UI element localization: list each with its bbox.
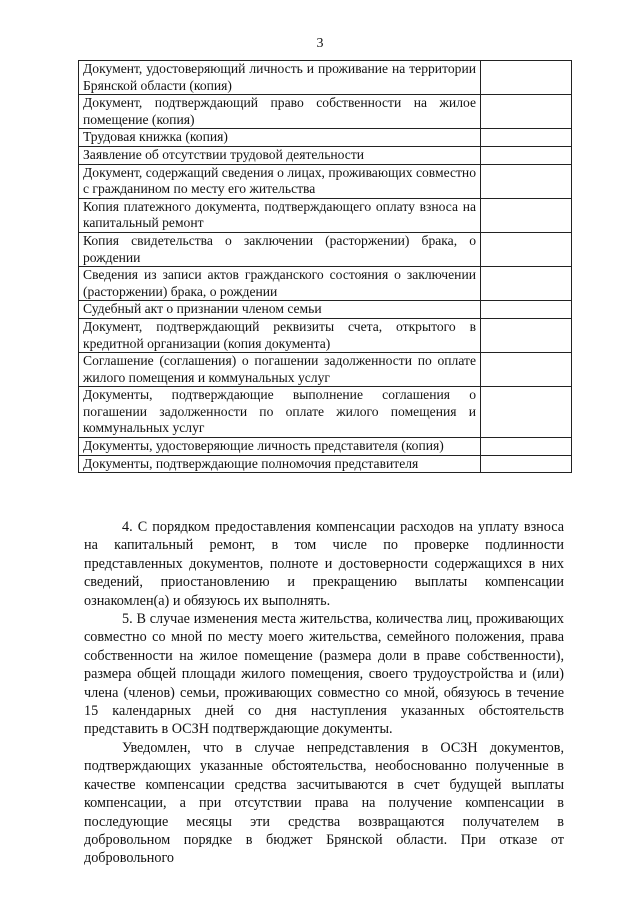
paragraph-4: 4. С порядком предоставления компенсации расходов на уплату взноса на капитальный ремонт, в том числе по проверке подлинности представленных документов, полноте и достоверности содержащихся в них сведений, приостановлению и прекращению выплаты компенсации ознакомлен(а) и обязуюсь их выполнять. <box>84 519 564 609</box>
table-row <box>79 198 572 232</box>
document-name-cell: Документ, подтверждающий реквизиты счета, открытого в кредитной организации (копия документа) <box>79 318 481 352</box>
mark-cell <box>481 301 572 319</box>
mark-cell <box>481 318 572 352</box>
document-name-cell: Судебный акт о признании членом семьи <box>79 301 481 319</box>
document-name-cell: Копия свидетельства о заключении (расторжении) брака, о рождении <box>79 232 481 266</box>
table-row <box>79 129 572 147</box>
document-name-cell: Сведения из записи актов гражданского состояния о заключении (расторжении) брака, о рождении <box>79 267 481 301</box>
document-name-cell: Документ, подтверждающий право собственности на жилое помещение (копия) <box>79 95 481 129</box>
table-row <box>79 146 572 164</box>
document-name-cell: Документы, удостоверяющие личность представителя (копия) <box>79 438 481 456</box>
document-name-cell: Документ, удостоверяющий личность и проживание на территории Брянской области (копия) <box>79 61 481 95</box>
mark-cell <box>481 267 572 301</box>
document-name-cell: Трудовая книжка (копия) <box>79 129 481 147</box>
mark-cell <box>481 455 572 473</box>
mark-cell <box>481 438 572 456</box>
mark-cell <box>481 164 572 198</box>
table-row <box>79 61 572 95</box>
mark-cell <box>481 387 572 438</box>
table-row <box>79 301 572 319</box>
paragraph-notice: Уведомлен, что в случае непредставления в ОСЗН документов, подтверждающих указанные обстоятельства, необоснованно полученные в качестве компенсации средства засчитываются в счет будущей выплаты компенсации, а при отсутствии права на получение компенсации в последующие месяцы эти средства возвращаются получателем в добровольном порядке в бюджет Брянской области. При отказе от добровольного <box>84 739 564 867</box>
body-text <box>84 518 564 868</box>
documents-table <box>78 60 572 473</box>
document-name-cell: Копия платежного документа, подтверждающего оплату взноса на капитальный ремонт <box>79 198 481 232</box>
mark-cell <box>481 146 572 164</box>
paragraph-5: 5. В случае изменения места жительства, количества лиц, проживающих совместно со мной по месту моего жительства, семейного положения, права собственности на жилое помещение (размера доли в праве собственности), размера общей площади жилого помещения, своего трудоустройства и (или) члена (членов) семьи, проживающих совместно со мной, обязуюсь в течение 15 календарных дней со дня наступления указанных обстоятельств представить в ОСЗН подтверждающие документы. <box>84 611 564 738</box>
mark-cell <box>481 129 572 147</box>
mark-cell <box>481 353 572 387</box>
table-row <box>79 164 572 198</box>
mark-cell <box>481 232 572 266</box>
table-row <box>79 387 572 438</box>
table-row <box>79 438 572 456</box>
table-row <box>79 232 572 266</box>
mark-cell <box>481 95 572 129</box>
table-row <box>79 455 572 473</box>
document-name-cell: Документ, содержащий сведения о лицах, проживающих совместно с гражданином по месту его жительства <box>79 164 481 198</box>
document-name-cell: Документы, подтверждающие выполнение соглашения о погашении задолженности по оплате жилого помещения и коммунальных услуг <box>79 387 481 438</box>
mark-cell <box>481 198 572 232</box>
table-row <box>79 95 572 129</box>
document-name-cell: Документы, подтверждающие полномочия представителя <box>79 455 481 473</box>
page-number: 3 <box>316 36 324 51</box>
document-name-cell: Заявление об отсутствии трудовой деятельности <box>79 146 481 164</box>
table-row <box>79 318 572 352</box>
table-row <box>79 353 572 387</box>
table-row <box>79 267 572 301</box>
document-name-cell: Соглашение (соглашения) о погашении задолженности по оплате жилого помещения и коммунальных услуг <box>79 353 481 387</box>
mark-cell <box>481 61 572 95</box>
